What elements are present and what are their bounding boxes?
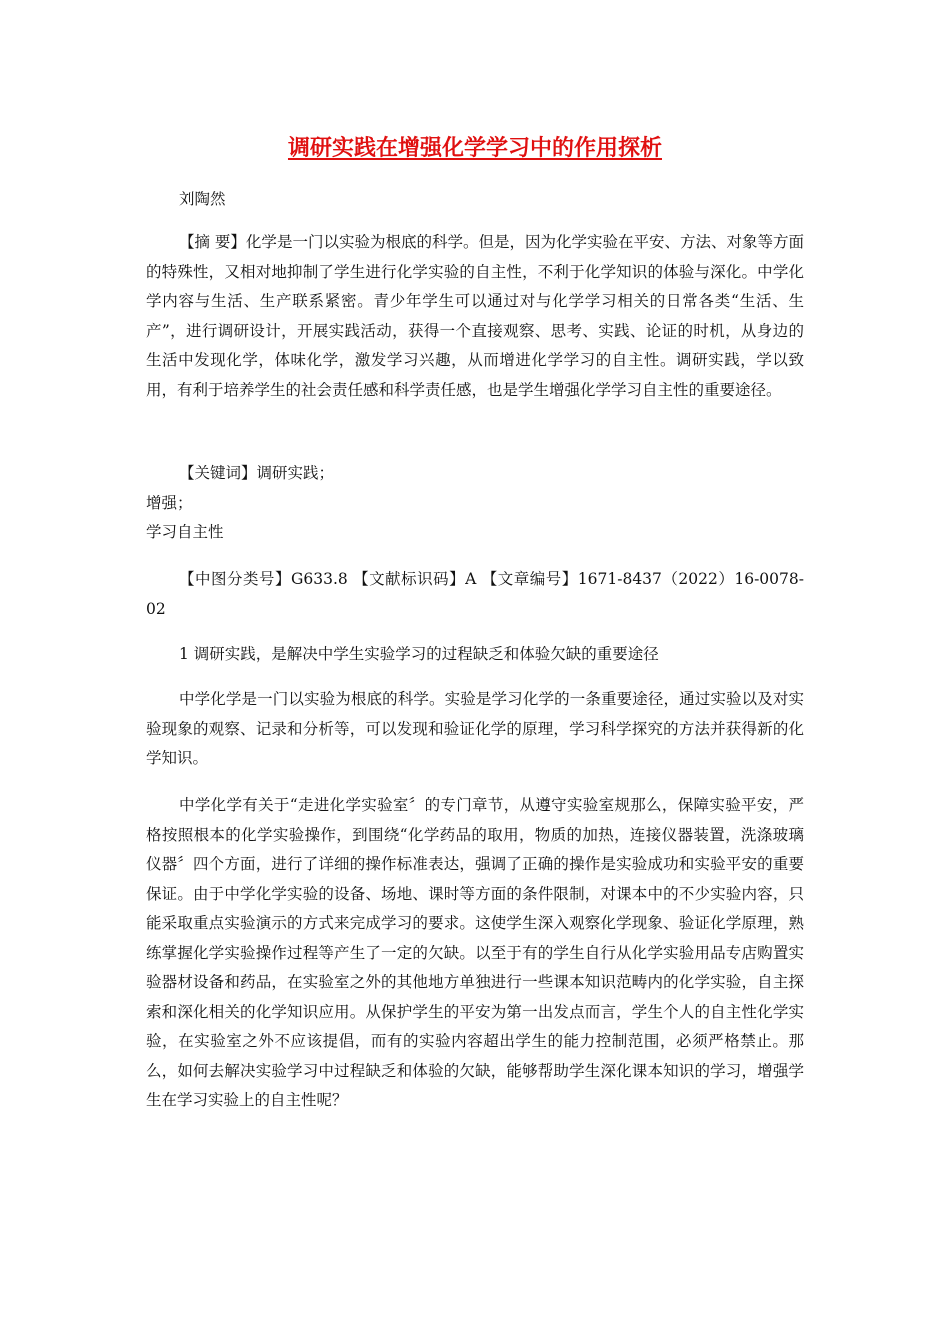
author-name: 刘陶然 [179,190,226,208]
section-1-heading: 1 调研实践，是解决中学生实验学习的过程缺乏和体验欠缺的重要途径 [179,645,659,663]
classification-info: 【中图分类号】G633.8 【文献标识码】A 【文章编号】1671-8437（2022）16-0078-02 [146,570,804,618]
paragraph-2: 中学化学有关于“走进化学实验室〞的专门章节，从遵守实验室规那么，保障实验平安，严格按照根本的化学实验操作，到围绕“化学药品的取用，物质的加热，连接仪器装置，洗涤玻璃仪器〞四个方面，进行了详细的操作标准表达，强调了正确的操作是实验成功和实验平安的重要保证。由于中学化学实验的设备、场地、课时等方面的条件限制，对课本中的不少实验内容，只能采取重点实验演示的方式来完成学习的要求。这使学生深入观察化学现象、验证化学原理，熟练掌握化学实验操作过程等产生了一定的欠缺。以至于有的学生自行从化学实验用品专店购置实验器材设备和药品，在实验室之外的其他地方单独进行一些课本知识范畴内的化学实验，自主探索和深化相关的化学知识应用。从保护学生的平安为第一出发点而言，学生个人的自主性化学实验，在实验室之外不应该提倡，而有的实验内容超出学生的能力控制范围，必须严格禁止。那么，如何去解决实验学习中过程缺乏和体验的欠缺，能够帮助学生深化课本知识的学习，增强学生在学习实验上的自主性呢？ [146,796,804,1109]
keywords-line-3: 学习自主性 [146,523,224,541]
document-title: 调研实践在增强化学学习中的作用探析 [287,136,662,161]
keywords-line-2: 增强； [146,494,193,512]
keywords-line-1: 【关键词】调研实践； [179,464,335,482]
abstract-paragraph: 【摘 要】化学是一门以实验为根底的科学。但是，因为化学实验在平安、方法、对象等方面的特殊性，又相对地抑制了学生进行化学实验的自主性，不利于化学知识的体验与深化。中学化学内容与生活、生产联系紧密。青少年学生可以通过对与化学学习相关的日常各类“生活、生产”，进行调研设计，开展实践活动，获得一个直接观察、思考、实践、论证的时机，从身边的生活中发现化学，体味化学，激发学习兴趣，从而增进化学学习的自主性。调研实践，学以致用，有利于培养学生的社会责任感和科学责任感，也是学生增强化学学习自主性的重要途径。 [146,233,804,399]
paragraph-1: 中学化学是一门以实验为根底的科学。实验是学习化学的一条重要途径，通过实验以及对实验现象的观察、记录和分析等，可以发现和验证化学的原理，学习科学探究的方法并获得新的化学知识。 [146,690,804,767]
